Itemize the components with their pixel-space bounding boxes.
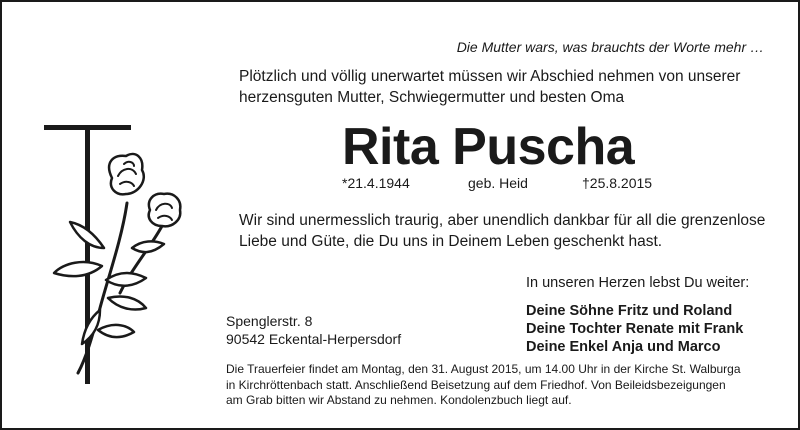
deceased-name: Rita Puscha — [342, 118, 635, 176]
address-city: 90542 Eckental-Herpersdorf — [226, 331, 402, 347]
family-daughter: Deine Tochter Renate mit Frank — [526, 321, 744, 337]
death-date: †25.8.2015 — [582, 175, 653, 191]
funeral-notice — [226, 362, 786, 409]
cross-with-roses-icon — [42, 98, 202, 388]
intro-text — [239, 66, 767, 108]
leaf — [108, 296, 146, 309]
notice-line-2: in Kirchröttenbach statt. Anschließend Beisetzung auf dem Friedhof. Von Beileidsbezeigungen — [226, 377, 726, 392]
intro-line-1: Plötzlich und völlig unerwartet müssen wir Abschied nehmen von unserer — [239, 68, 741, 85]
grief-line-1: Wir sind unermesslich traurig, aber unendlich dankbar für all die grenzenlose — [239, 212, 766, 229]
grief-line-2: Liebe und Güte, die Du uns in Deinem Leben geschenkt hast. — [239, 233, 663, 250]
family-grandchildren: Deine Enkel Anja und Marco — [526, 339, 721, 355]
family-list — [526, 302, 743, 356]
leaf — [98, 325, 134, 337]
address — [226, 312, 401, 348]
leaf — [106, 273, 146, 286]
motto: Die Mutter wars, was brauchts der Worte mehr … — [456, 39, 764, 55]
leaf — [132, 241, 164, 252]
birth-date: *21.4.1944 — [342, 175, 410, 191]
notice-line-1: Die Trauerfeier findet am Montag, den 31. August 2015, um 14.00 Uhr in der Kirche St. Walburga — [226, 362, 741, 376]
rose-bloom — [109, 154, 144, 194]
address-street: Spenglerstr. 8 — [226, 313, 313, 329]
hearts-line: In unseren Herzen lebst Du weiter: — [526, 275, 750, 291]
family-sons: Deine Söhne Fritz und Roland — [526, 303, 733, 319]
rose-bloom — [149, 194, 181, 227]
leaf — [54, 262, 102, 276]
intro-line-2: herzensguten Mutter, Schwiegermutter und besten Oma — [239, 89, 625, 106]
notice-line-3: am Grab bitten wir Abstand zu nehmen. Kondolenzbuch liegt auf. — [226, 393, 572, 407]
maiden-name: geb. Heid — [468, 175, 528, 191]
grief-text — [239, 210, 767, 252]
cross-beam — [44, 125, 131, 130]
